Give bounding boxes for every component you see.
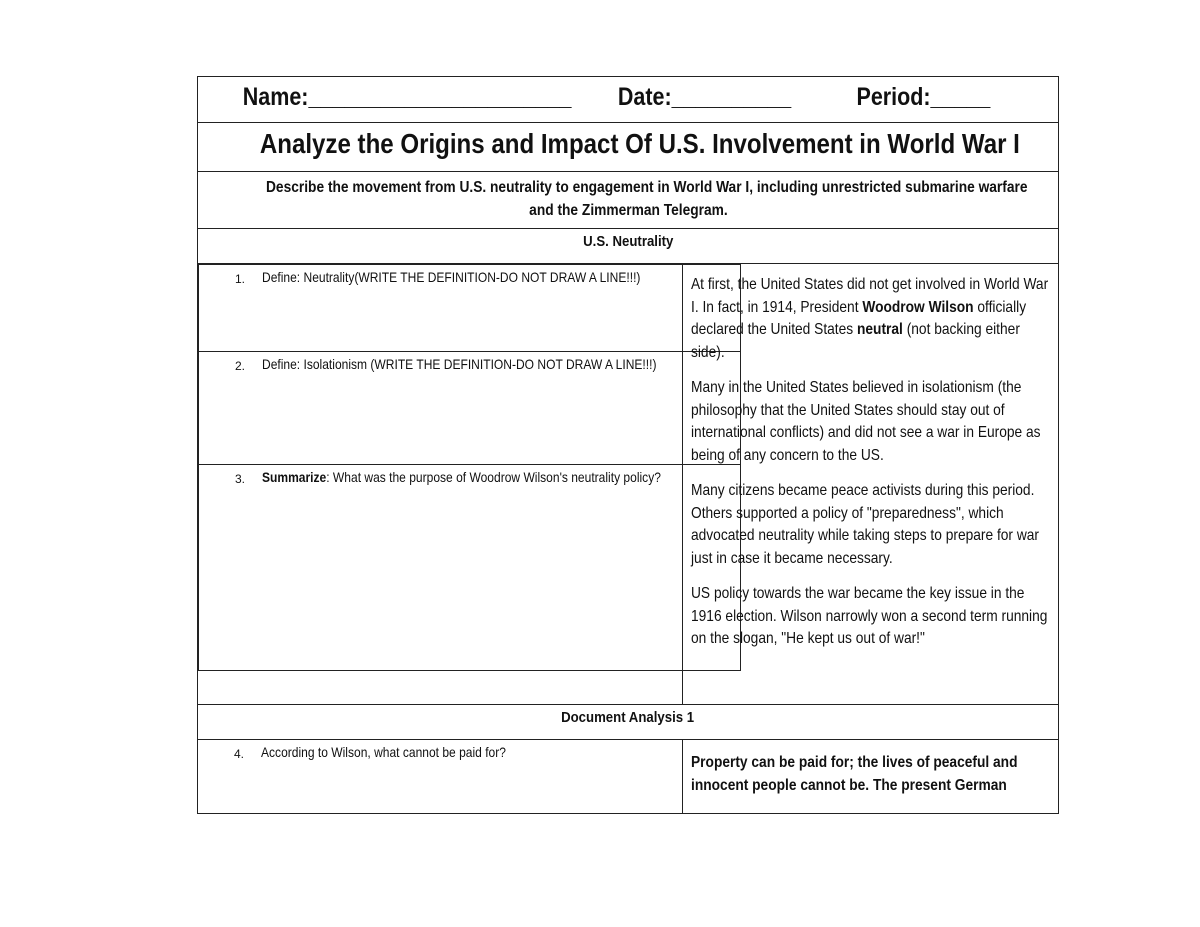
question-number: 3. <box>235 472 246 486</box>
section-heading-row <box>198 229 1059 264</box>
question-number: 4. <box>234 747 245 761</box>
worksheet-table <box>197 76 1059 814</box>
question-text <box>262 467 666 488</box>
reading-paragraph-1 <box>691 274 1052 364</box>
reading-passage-cell <box>683 264 1059 705</box>
objective-line-1: Describe the movement from U.S. neutrality to engagement in World War I, including unrestricted submarine warfare <box>265 179 1028 196</box>
reading-paragraph-3: Many citizens became peace activists during this period. Others supported a policy of "preparedness", which advocated neutrality while taking steps to prepare for war just in case it became necessary. <box>691 482 1040 567</box>
name-field-label: Name:______________________ <box>242 83 572 111</box>
period-field-label: Period:_____ <box>856 83 991 111</box>
reading-paragraph-4: US policy towards the war became the key issue in the 1916 election. Wilson narrowly won a second term running on the slogan, "He kept us out of war!" <box>691 585 1048 647</box>
question-3-cell[interactable] <box>199 465 741 671</box>
document-quote: Property can be paid for; the lives of peaceful and innocent people cannot be. The present German <box>691 754 1018 794</box>
reading-text: At first, the United States did not get involved in World War I. In fact, in 1914, President <box>691 276 1049 316</box>
question-text: Define: Neutrality(WRITE THE DEFINITION-DO NOT DRAW A LINE!!!) <box>262 269 641 285</box>
question-2-cell[interactable] <box>199 352 741 465</box>
worksheet-title: Analyze the Origins and Impact Of U.S. Involvement in World War I <box>259 128 1020 159</box>
title-row <box>198 123 1059 172</box>
reading-text: officially declared the United States <box>691 298 1027 338</box>
question-text: According to Wilson, what cannot be paid for? <box>261 744 506 760</box>
date-field-label: Date:__________ <box>617 83 792 111</box>
section-heading-document-analysis: Document Analysis 1 <box>561 709 695 726</box>
question-4-cell[interactable] <box>198 740 683 814</box>
objective-row <box>198 172 1059 229</box>
question-number: 2. <box>235 359 246 373</box>
document-quote-cell <box>683 740 1059 814</box>
reading-paragraph-2: Many in the United States believed in isolationism (the philosophy that the United States should stay out of international conflicts) and did not see a war in Europe as being of any concern to the US. <box>691 379 1041 464</box>
objective-line-2: and the Zimmerman Telegram. <box>528 202 728 219</box>
section-heading-neutrality: U.S. Neutrality <box>582 233 674 250</box>
summarize-keyword: Summarize <box>262 469 327 485</box>
question-3-text: : What was the purpose of Woodrow Wilson's neutrality policy? <box>326 469 661 485</box>
question-text: Define: Isolationism (WRITE THE DEFINITION-DO NOT DRAW A LINE!!!) <box>262 356 657 372</box>
reading-bold-neutral: neutral <box>856 321 903 338</box>
section-heading-row <box>198 705 1059 740</box>
questions-column <box>198 264 683 705</box>
reading-text: (not backing either side). <box>691 321 1020 361</box>
student-info-row <box>198 77 1059 123</box>
question-number: 1. <box>235 272 246 286</box>
question-1-cell[interactable] <box>199 265 741 352</box>
reading-bold-wilson: Woodrow Wilson <box>862 298 974 316</box>
